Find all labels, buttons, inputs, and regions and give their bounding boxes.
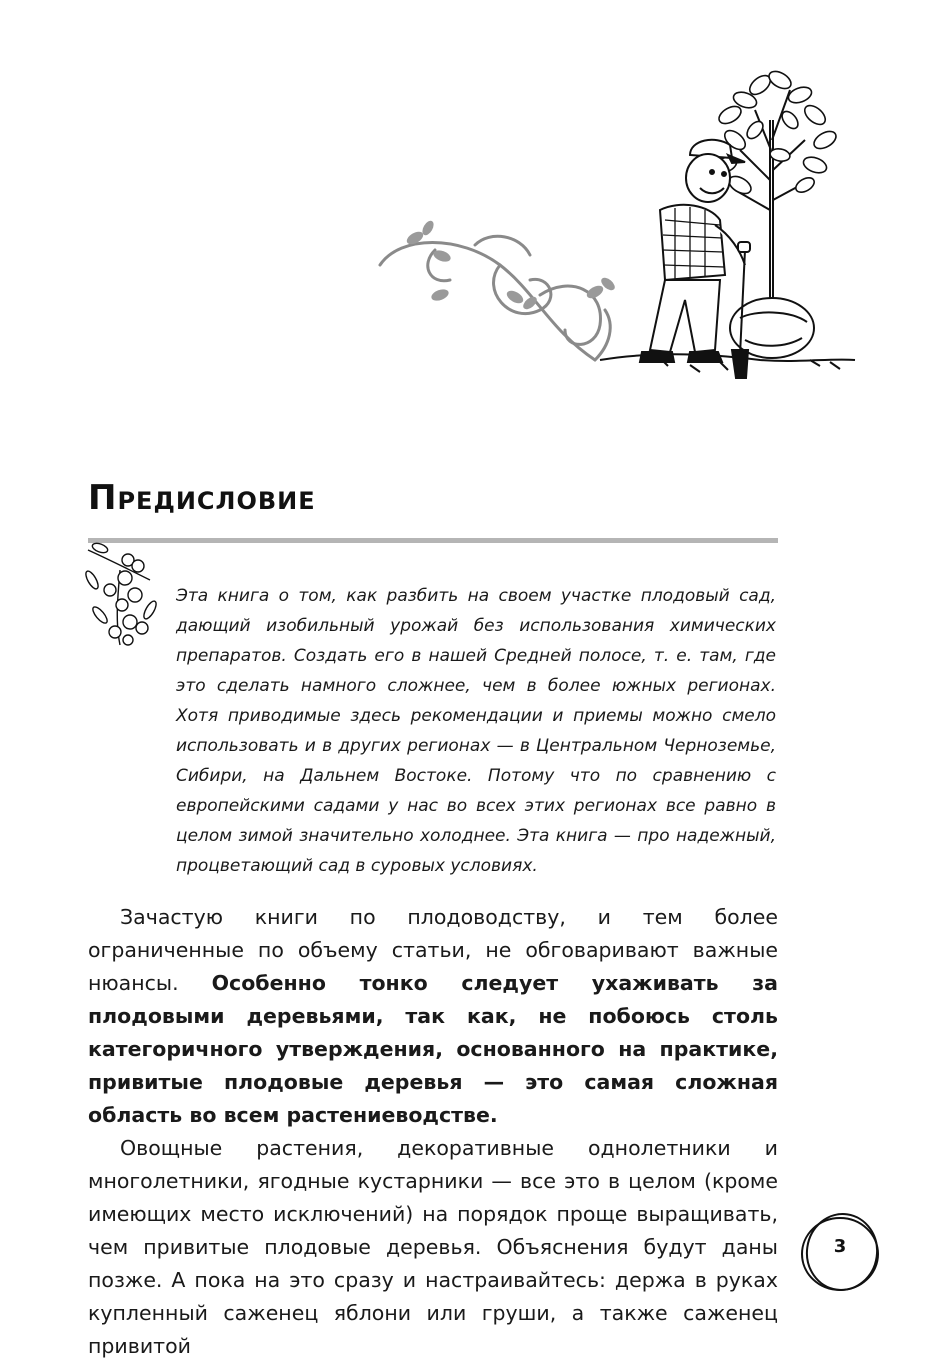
page-number: 3 (833, 1236, 847, 1257)
body-paragraph-1-regular: Зачастую книги по плодоводству, и тем более ограниченные по объему статьи, не обговаривают важные нюансы. (88, 905, 778, 995)
gardener-icon (640, 140, 750, 378)
swirl-leaf-icons (405, 219, 617, 312)
gardener-planting-tree-illustration (360, 60, 860, 400)
body-paragraph-1-bold: Особенно тонко следует ухаживать за плодовыми деревьями, так как, не побоюсь столь категоричного утверждения, основанного на практике, привитые плодовые деревья — это самая сложная область во всем растениеводстве. (88, 971, 778, 1127)
body-text (88, 901, 778, 1363)
tree-icon (735, 90, 810, 305)
page-title: Предисловие (88, 478, 316, 518)
flowering-branch-icon (80, 540, 166, 650)
ground-icon (600, 354, 855, 372)
body-paragraph-1 (88, 901, 778, 1132)
swirl-ornament-icon (380, 236, 610, 360)
title-divider (88, 538, 778, 543)
epigraph-text: Эта книга о том, как разбить на своем участке плодовый сад, дающий изобильный урожай без использования химических препаратов. Создать его в нашей Средней полосе, т. е. там, где это сделать намного сложнее, чем в более южных регионах. Хотя приводимые здесь рекомендации и приемы можно смело использовать и в других регионах — в Центральном Черноземье, Сибири, на Дальнем Востоке. Потому что по сравнению с европейскими садами у нас во всех этих регионах все равно в целом зимой значительно холоднее. Эта книга — про надежный, процветающий сад в суровых условиях. (176, 586, 776, 876)
body-paragraph-2: Овощные растения, декоративные однолетники и многолетники, ягодные кустарники — все это в целом (кроме имеющих место исключений) на порядок проще выращивать, чем привитые плодовые деревья. Объяснения будут даны позже. А пока на это сразу и настраивайтесь: держа в руках купленный саженец яблони или груши, а также саженец привитой (88, 1136, 778, 1358)
